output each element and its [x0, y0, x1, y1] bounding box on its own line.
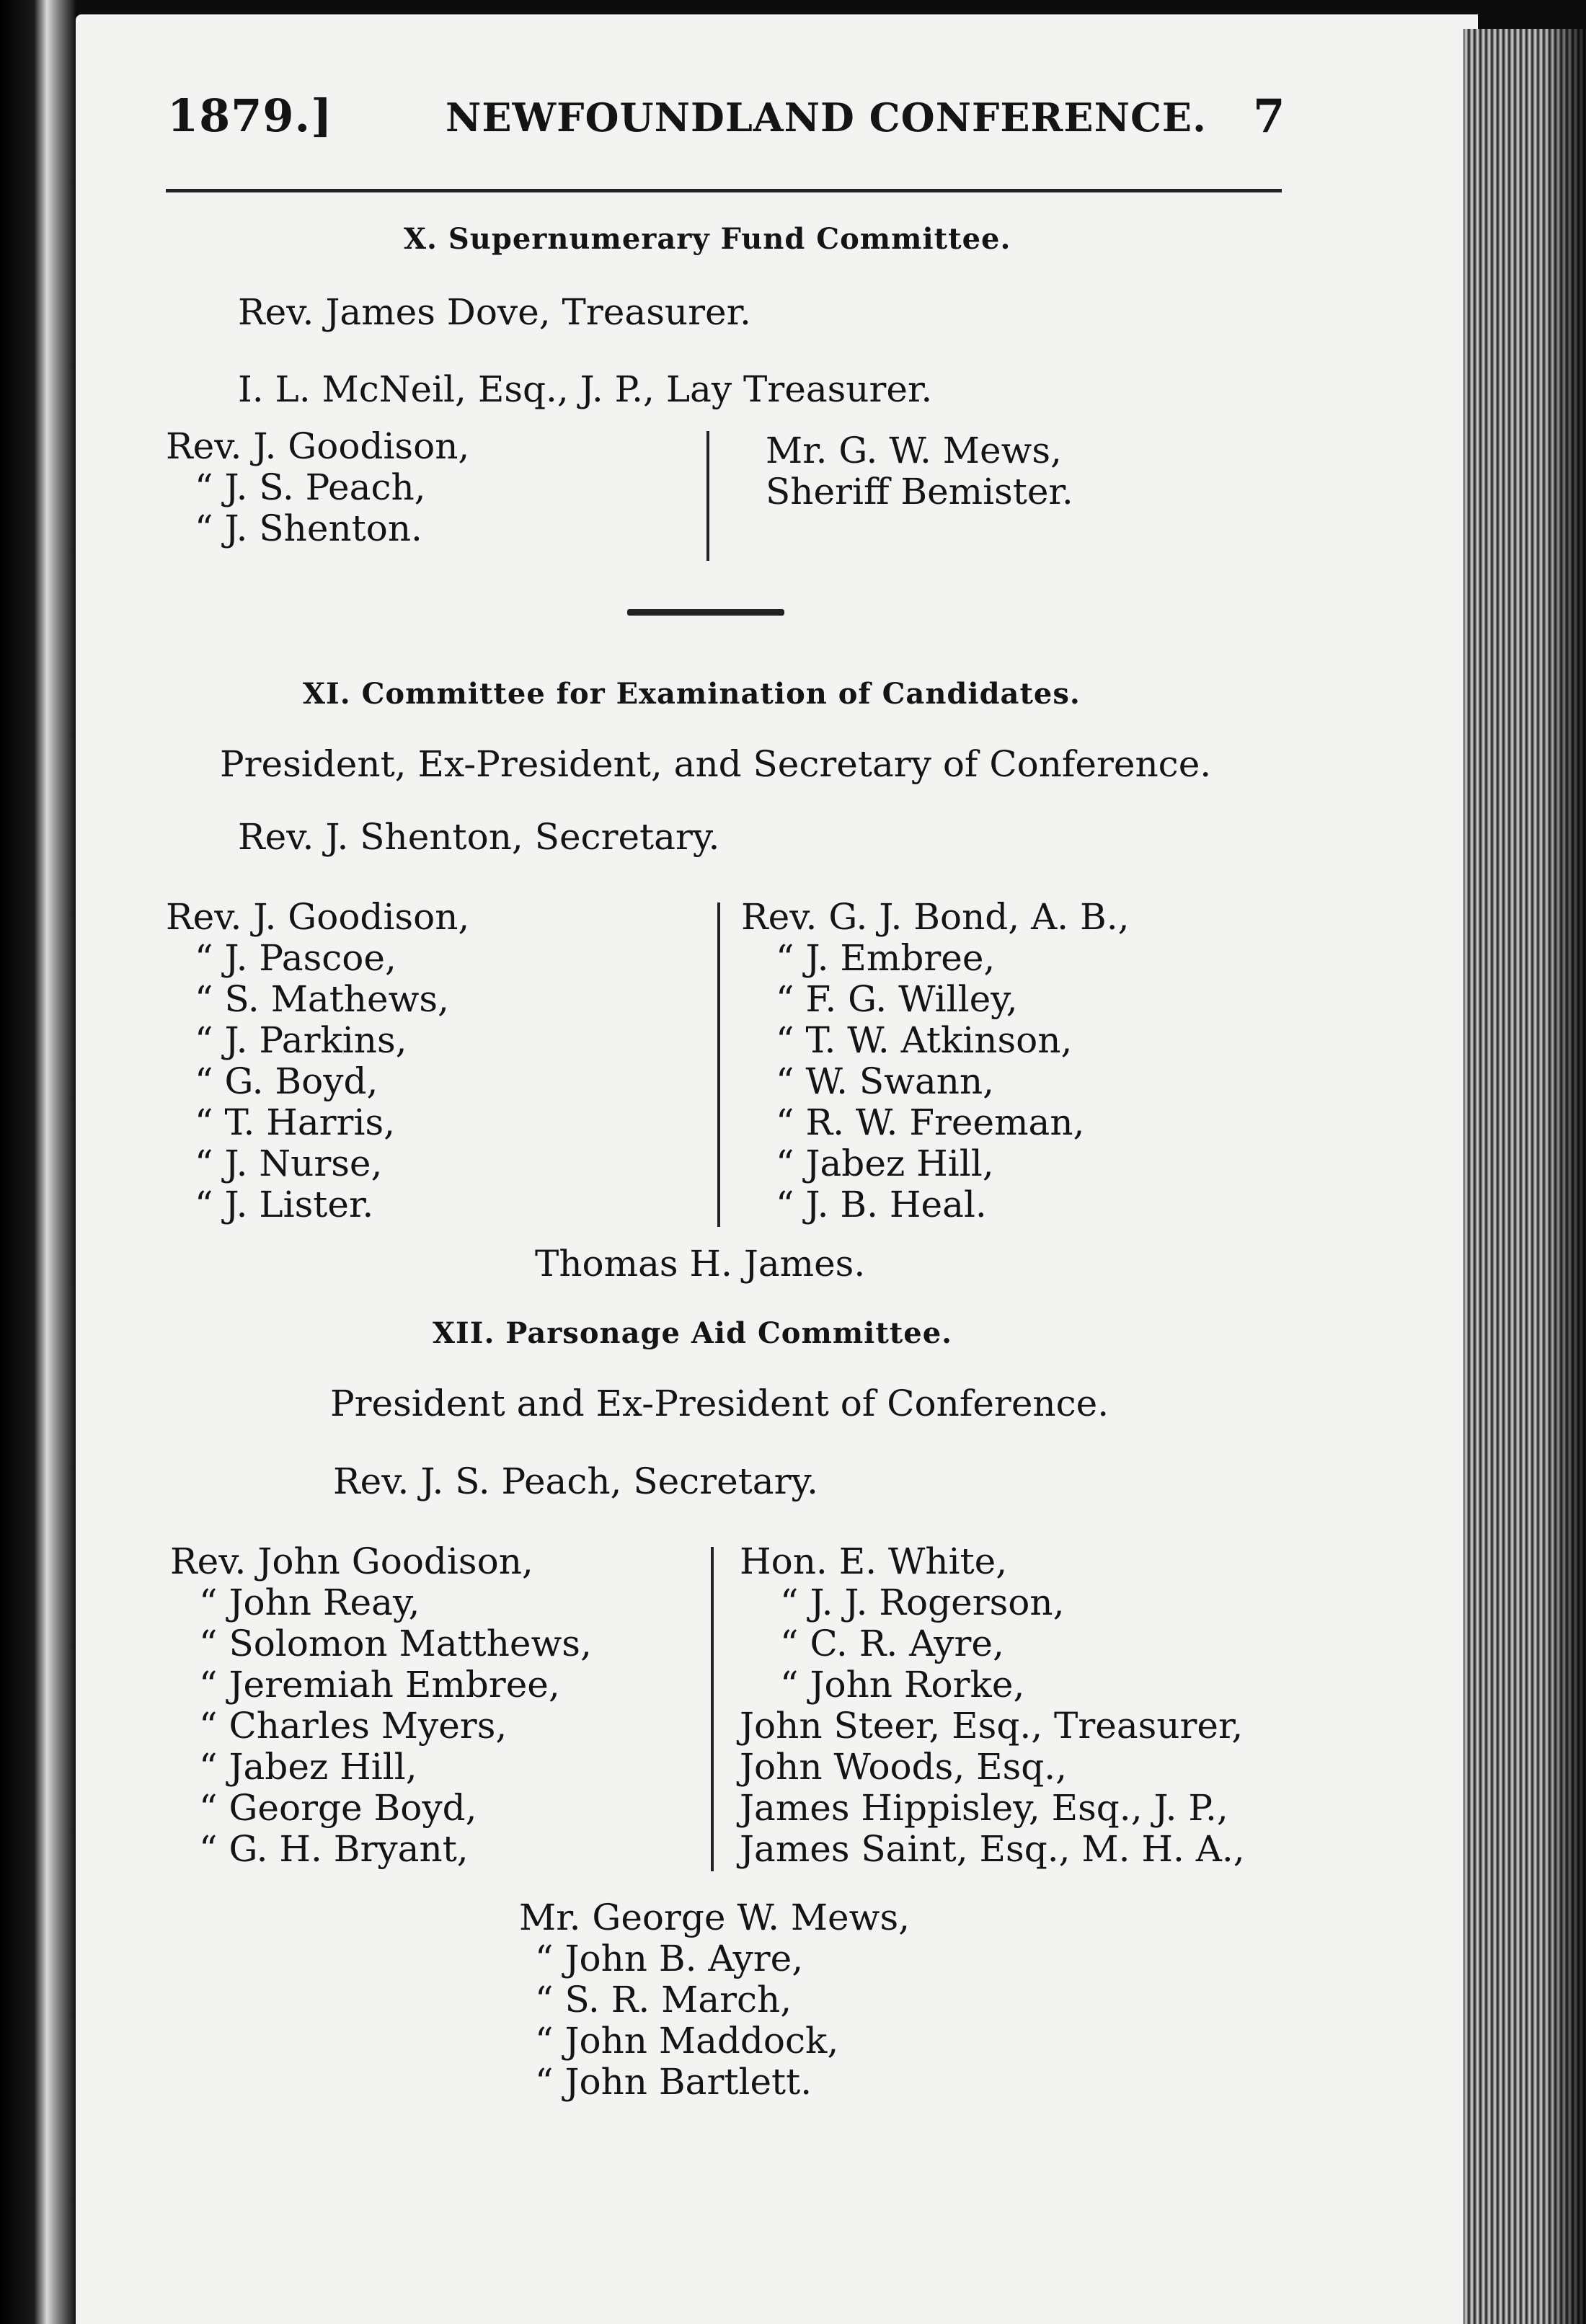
member-name: “ Solomon Matthews, — [199, 1623, 592, 1664]
section-x-line: I. L. McNeil, Esq., J. P., Lay Treasurer. — [238, 368, 933, 410]
member-name: “ Jabez Hill, — [199, 1746, 417, 1788]
member-name: “ G. Boyd, — [195, 1060, 378, 1102]
member-name: “ G. H. Bryant, — [199, 1828, 469, 1870]
section-divider — [627, 609, 784, 616]
page-number: 7 — [1253, 89, 1286, 143]
header-year: 1879.] — [167, 89, 333, 142]
section-xi-footer-name: Thomas H. James. — [535, 1243, 866, 1285]
section-xii-left-column — [170, 1541, 592, 1870]
member-name: James Hippisley, Esq., J. P., — [740, 1787, 1228, 1829]
section-x-left-column — [166, 426, 469, 549]
member-name: “ George Boyd, — [199, 1787, 477, 1829]
member-name: “ R. W. Freeman, — [776, 1101, 1085, 1143]
section-x-line: Rev. James Dove, Treasurer. — [238, 291, 751, 333]
member-name: Mr. G. W. Mews, — [766, 430, 1062, 471]
member-name: “ J. J. Rogerson, — [780, 1582, 1065, 1623]
member-name: “ John Bartlett. — [535, 2061, 812, 2103]
section-x-right-column — [766, 430, 1073, 513]
column-divider — [717, 902, 720, 1227]
member-name: “ John Reay, — [199, 1582, 420, 1623]
member-name: “ T. W. Atkinson, — [776, 1019, 1073, 1061]
member-name: John Steer, Esq., Treasurer, — [740, 1705, 1244, 1747]
column-divider — [706, 431, 709, 561]
member-name: “ S. Mathews, — [195, 978, 449, 1020]
member-name: Sheriff Bemister. — [766, 471, 1073, 513]
member-name: Hon. E. White, — [740, 1540, 1008, 1582]
section-xii-heading: XII. Parsonage Aid Committee. — [433, 1316, 953, 1350]
section-xii-bottom-list — [519, 1897, 910, 2103]
section-x-heading: X. Supernumerary Fund Committee. — [404, 222, 1011, 256]
member-name: “ Jeremiah Embree, — [199, 1664, 560, 1706]
member-name: Rev. John Goodison, — [170, 1540, 533, 1582]
member-name: Rev. J. Goodison, — [166, 896, 470, 938]
header-title: NEWFOUNDLAND CONFERENCE. — [446, 94, 1207, 141]
member-name: “ J. S. Peach, — [195, 466, 426, 508]
page-edges-shadow — [1543, 29, 1586, 2324]
member-name: “ John B. Ayre, — [535, 1938, 804, 1979]
member-name: “ T. Harris, — [195, 1101, 396, 1143]
section-xi-line: Rev. J. Shenton, Secretary. — [238, 816, 720, 858]
section-xi-right-column — [741, 897, 1130, 1225]
member-name: “ Charles Myers, — [199, 1705, 508, 1747]
section-xii-line: Rev. J. S. Peach, Secretary. — [333, 1460, 818, 1502]
member-name: “ J. Parkins, — [195, 1019, 407, 1061]
section-xi-heading: XI. Committee for Examination of Candidates. — [303, 677, 1081, 711]
book-gutter — [0, 0, 76, 2324]
member-name: “ F. G. Willey, — [776, 978, 1018, 1020]
member-name: “ W. Swann, — [776, 1060, 995, 1102]
member-name: “ C. R. Ayre, — [780, 1623, 1004, 1664]
section-xii-right-column — [740, 1541, 1245, 1870]
member-name: “ J. B. Heal. — [776, 1184, 987, 1225]
member-name: “ J. Nurse, — [195, 1143, 383, 1184]
header-rule — [166, 189, 1282, 192]
member-name: “ J. Lister. — [195, 1184, 374, 1225]
section-xii-line: President and Ex-President of Conference. — [330, 1383, 1109, 1424]
member-name: Rev. J. Goodison, — [166, 425, 470, 467]
member-name: “ J. Shenton. — [195, 507, 422, 549]
member-name: James Saint, Esq., M. H. A., — [740, 1828, 1245, 1870]
member-name: John Woods, Esq., — [740, 1746, 1068, 1788]
section-xi-left-column — [166, 897, 469, 1225]
section-xi-line: President, Ex-President, and Secretary of Conference. — [220, 743, 1212, 785]
member-name: Mr. George W. Mews, — [519, 1897, 910, 1938]
member-name: “ John Maddock, — [535, 2020, 839, 2062]
column-divider — [711, 1547, 714, 1871]
member-name: Rev. G. J. Bond, A. B., — [741, 896, 1130, 938]
member-name: “ J. Pascoe, — [195, 937, 396, 979]
member-name: “ Jabez Hill, — [776, 1143, 994, 1184]
member-name: “ John Rorke, — [780, 1664, 1025, 1706]
member-name: “ S. R. March, — [535, 1979, 792, 2021]
member-name: “ J. Embree, — [776, 937, 996, 979]
